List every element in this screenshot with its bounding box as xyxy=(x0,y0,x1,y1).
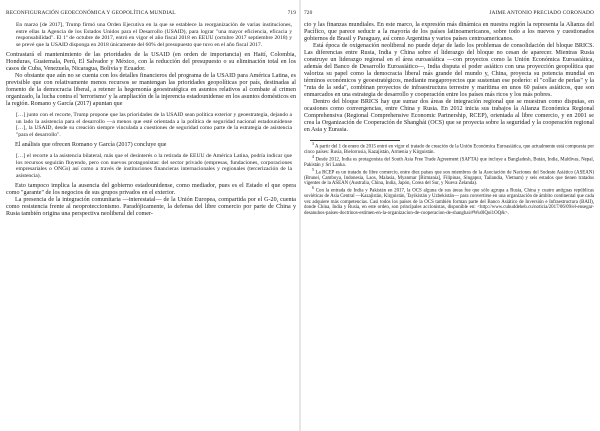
paragraph: Esto tampoco implica la ausencia del gobierno estadounidense, como mediador, pues es el Estado el que opera como "garante" de los negocios de sus grupos privados en el exterior. xyxy=(6,183,296,196)
block-quote: En marzo [de 2017], Trump firmó una Orden Ejecutiva en la que se establece la reorganización de varias instituciones, entre ellas la Agencia de los Estados Unidos para el Desarrollo (USAID), para lograr "una mayor eficiencia, eficacia y responsabilidad". El 1º de octubre de 2017, entró en vigor el año fiscal 2018 en EEUU (octubre 2017 septiembre 2018) y se prevé que la USAID disponga en 2018 únicamente del 60% del presupuesto que tuvo en el año fiscal 2017. xyxy=(16,22,292,48)
footnote-rule xyxy=(310,140,400,141)
left-page xyxy=(0,0,296,431)
footnote: $^6$ Con la entrada de India y Pakistán en 2017, la OCS alguna de sus áreas fue que sólo agrupa a Rusia, China y cuatro antiguas repúblicas soviéticas de Asia Central —Kazajistán, Kirguistán, Tayikistán y Uzbekistán— para convertirse en una organización de ámbito continental que cada vez adquiere más competencias. Casi todos los países de la OCS también forman parte del Banco Asiático de Inversión e Infraestructura (BAII), donde China, India y Rusia, en este orden, son principales accionistas, disponible en: <http://www.cuhuddeheb.cu/noticia/2017/06/09/el-ensegar-desanuhos-paises-doctrinos-estimen-en-la-organizacion-de-cooperacion-de-shanghai/#Wu0lQoi1OQ&>. xyxy=(304,185,595,217)
footnote: $^3$ A partir del 1 de enero de 2015 entró en vigor el tratado de creación de la Unión Económica Euroasiática, que actualmente está compuesta por cinco países: Rusia, Bielorrusia, Kazajistán, Armenia y Kirguistán. xyxy=(304,141,594,156)
page-number: 720 xyxy=(304,10,313,16)
running-head-title: RECONFIGURACIÓN GEOECONÓMICA Y GEOPOLÍTICA MUNDIAL xyxy=(6,10,176,16)
paragraph: Dentro del bloque BRICS hay que sumar dos áreas de integración regional que se muestran como disputas, en ocasiones como convergencias, entre China y Rusia. En 2012 inicia sus trabajos la Alianza Económica Regional Comprehensiva (Regional Comprehensive Economic Partnership, RCEP), orientada al libre comercio, y en 2001 se crea la Organización de Cooperación de Shanghái (OCS) que se proyecta sobre la seguridad y la cooperación regional en Asia y Eurasia. xyxy=(304,99,594,133)
paragraph: No obstante que aún no se cuenta con los detalles financieros del programa de la USAID para América Latina, es previsible que con relativamente menos recursos se mantengan las prioridades geopolíticas por país, destinadas al fomento de la democracia liberal, a retener la hegemonía geoestratégica en asuntos relativos al combate al crimen organizado, la lucha contra el 'terrorismo' y la ampliación de la injerencia estadounidense en los asuntos domésticos en la región. Romano y García (2017) apuntan que xyxy=(6,73,296,107)
page-number: 719 xyxy=(287,10,296,16)
right-page-header xyxy=(304,10,594,16)
page-gutter xyxy=(299,0,301,431)
paragraph: Contrastará el mantenimiento de las prioridades de la USAID (en orden de importancia) en Haití, Colombia, Honduras, Guatemala, Perú, El Salvador y México, con la reducción del presupuesto o su eliminación total en los casos de Cuba, Venezuela, Nicaragua, Bolivia y Ecuador. xyxy=(6,52,296,72)
right-page xyxy=(304,0,600,431)
paragraph: Está época de oxigenación neoliberal no puede dejar de lado los problemas de consolidación del bloque BRICS. Las diferencias entre Rusia, India y China sobre el liderazgo del bloque no cesan de aparecer. Mientras Rusia construye un liderazgo regional en el área euroasiática —con proyectos como la Unión Económica Euroasiática, además del Banco de Desarrollo Euroasiático—, India disputa el poder asiático con una proyección geopolítica que valoriza su papel como la democracia liberal más grande del mundo y, China, proyecta su potencia mundial en términos económicos y geoestratégicos, mediante megaproyectos que sustentan ese poderío: el "collar de perlas" y la "ruta de la seda", combinan proyectos de infraestructura terrestre y marítima en unos 60 países asiáticos, que son enmarcados en una estrategia de desarrollo y cooperación entre los países más ricos y los más pobres. xyxy=(304,43,594,98)
footnote: $^5$ La RCEP es un tratado de libre comercio, entre diez países que son miembros de la Asociación de Naciones del Sudeste Asiático (ASEAN) (Brunei, Camboya, Indonesia, Laos, Malasia, Myanmar [Birmania], Filipinas, Singapur, Tailandia, Vietnam) y seis estados que tienen tratados vigentes de la ASEAN (Australia, China, India, Japón, Corea del Sur, y Nueva Zelanda). xyxy=(304,166,594,187)
running-head-author: JAIME ANTONIO PRECIADO CORONADO xyxy=(489,10,594,16)
left-page-header xyxy=(6,10,296,16)
paragraph: cio y las finanzas mundiales. En este marco, la expresión más dinámica en nuestra región la representa la Alianza del Pacífico, que parece seducir a la mayoría de los países latinoamericanos, sobre todo a los nuevos y cuestionados gobiernos de Brasil y Paraguay, así como Argentina y varios países centroamericanos. xyxy=(304,22,594,42)
block-quote: […] junto con el recorte, Trump propone que las prioridades de la USAID sean política exterior y geoestrategia, dejando a un lado la asistencia para el desarrollo —a menos que esté orientada a la política de seguridad nacional estadounidense […], la USAID, desde su creación siempre vinculada a cuestiones de seguridad como parte de la estrategia de asistencia "para el desarrollo". xyxy=(16,112,292,138)
block-quote: […] el recorte a la asistencia bilateral, más que el desinterés o la retirada de EEUU de América Latina, podría indicar que los recursos seguirán fluyendo, pero con nuevos protagonistas: del sector privado (empresas, fundaciones, corporaciones empresariales o ONGs) así como a través de instituciones financieras internacionales y regionales (tercerización de la asistencia). xyxy=(16,153,292,179)
footnote: $^4$ Desde 2012, India es protagonista del South Asia Free Trade Agreement (SAFTA) que incluye a Bangladesh, Bután, India, Maldivas, Nepal, Pakistán y Sri Lanka. xyxy=(304,153,594,169)
paragraph: La presencia de la integración comunitaria —interestatal— de la Unión Europea, compartida por el G-20, cuenta como resistencia frente al neoproteccionismo. Paradójicamente, la defensa del libre comercio por parte de China y Rusia también origina una perspectiva neoliberal del comer- xyxy=(6,197,296,217)
paragraph: El análisis que ofrecen Romano y García (2017) concluye que xyxy=(15,142,167,148)
footnotes xyxy=(304,140,594,217)
